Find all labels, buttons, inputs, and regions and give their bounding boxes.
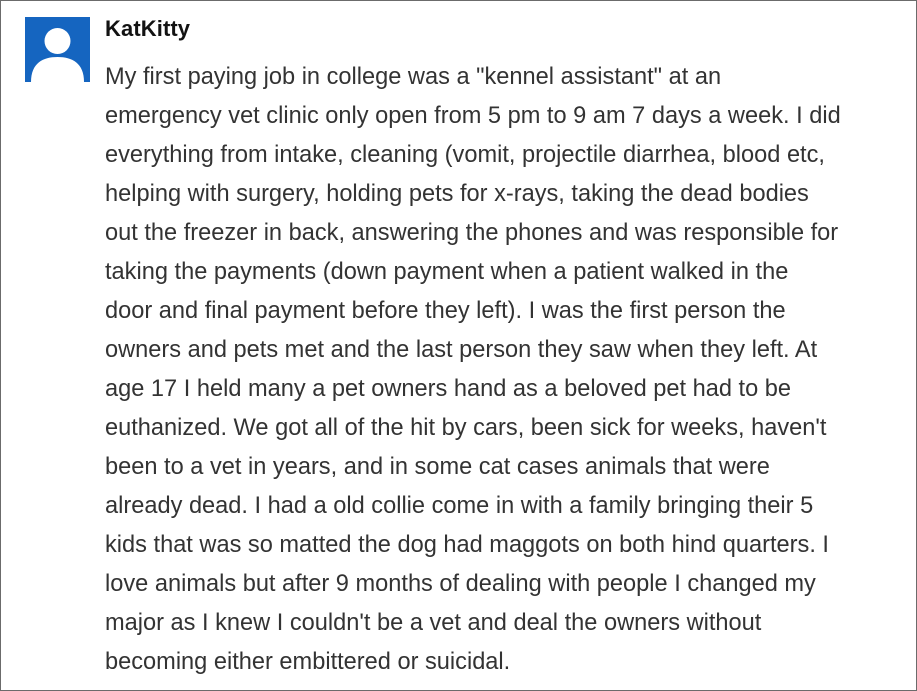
comment-line: euthanized. We got all of the hit by cars, been sick for weeks, haven't [105,415,827,441]
comment-line: helping with surgery, holding pets for x-rays, taking the dead bodies [105,181,809,207]
comment-line: door and final payment before they left). I was the first person the [105,298,786,324]
comment-line: major as I knew I couldn't be a vet and deal the owners without [105,610,762,636]
comment-line: emergency vet clinic only open from 5 pm to 9 am 7 days a week. I did [105,103,841,129]
comment-line: out the freezer in back, answering the phones and was responsible for [105,220,839,246]
comment-line: already dead. I had a old collie come in with a family bringing their 5 [105,493,814,519]
comment-line: owners and pets met and the last person they saw when they left. At [105,337,818,363]
comment-line: kids that was so matted the dog had maggots on both hind quarters. I [105,532,829,558]
comment-line: everything from intake, cleaning (vomit, projectile diarrhea, blood etc, [105,142,825,168]
user-avatar-icon[interactable] [25,17,90,82]
comment-line: love animals but after 9 months of dealing with people I changed my [105,571,816,597]
comment-author[interactable]: KatKitty [105,16,191,41]
comment-line: My first paying job in college was a "kennel assistant" at an [105,64,722,90]
comment-line: taking the payments (down payment when a patient walked in the [105,259,789,285]
comment-line: becoming either embittered or suicidal. [105,649,511,675]
comment-line: been to a vet in years, and in some cat cases animals that were [105,454,770,480]
comment-line: age 17 I held many a pet owners hand as a beloved pet had to be [105,376,792,402]
comment-text [105,58,905,682]
